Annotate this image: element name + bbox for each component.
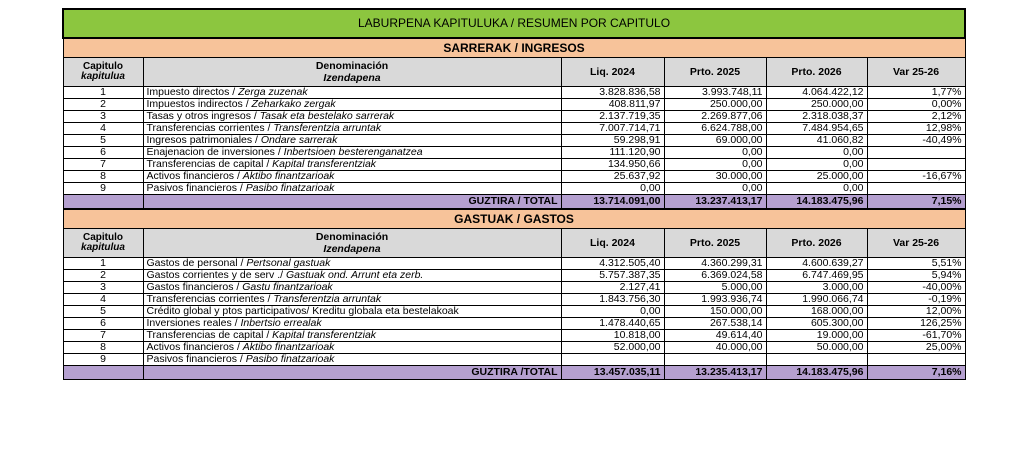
table-row bbox=[63, 159, 965, 171]
cell-denominacion bbox=[143, 270, 561, 282]
denominacion-eu: Gastu finantzarioak bbox=[242, 281, 333, 293]
cell-capitulo: 9 bbox=[63, 354, 143, 366]
cell-prto-2025: 267.538,14 bbox=[664, 318, 766, 330]
cell-prto-2025: 40.000,00 bbox=[664, 342, 766, 354]
gastos-total-row bbox=[63, 366, 965, 380]
cell-var-25-26 bbox=[867, 159, 965, 171]
denominacion-es: Gastos de personal / bbox=[146, 257, 247, 269]
cell-denominacion bbox=[143, 306, 561, 318]
table-row bbox=[63, 135, 965, 147]
ingresos-band bbox=[63, 38, 965, 58]
cell-denominacion bbox=[143, 147, 561, 159]
cell-liq-2024: 4.312.505,40 bbox=[561, 258, 664, 270]
column-header-var-25-26-text: Var 25-26 bbox=[892, 236, 940, 249]
cell-var-25-26: 2,12% bbox=[867, 111, 965, 123]
cell-liq-2024 bbox=[561, 354, 664, 366]
denominacion-es: Transferencias de capital / bbox=[146, 329, 273, 341]
cell-denominacion bbox=[143, 87, 561, 99]
total-label: GUZTIRA / TOTAL bbox=[143, 195, 561, 210]
column-header-capitulo bbox=[63, 58, 143, 87]
cell-denominacion bbox=[143, 159, 561, 171]
denominacion-eu: Aktibo finantzarioak bbox=[242, 341, 335, 353]
total-liq-2024: 13.714.091,00 bbox=[561, 195, 664, 210]
table-row bbox=[63, 330, 965, 342]
cell-capitulo: 3 bbox=[63, 111, 143, 123]
cell-prto-2025: 1.993.936,74 bbox=[664, 294, 766, 306]
column-header-liq-2024 bbox=[561, 229, 664, 258]
table-row bbox=[63, 99, 965, 111]
cell-prto-2025: 5.000,00 bbox=[664, 282, 766, 294]
cell-prto-2026: 3.000,00 bbox=[766, 282, 867, 294]
capitulo-label: Capitulo bbox=[83, 61, 123, 72]
cell-capitulo: 1 bbox=[63, 258, 143, 270]
cell-var-25-26: -61,70% bbox=[867, 330, 965, 342]
denominacion-eu: Inbertsio errealak bbox=[240, 317, 322, 329]
cell-var-25-26: 0,00% bbox=[867, 99, 965, 111]
denominacion-es: Pasivos financieros / bbox=[146, 182, 246, 194]
table-row bbox=[63, 171, 965, 183]
cell-var-25-26: 5,51% bbox=[867, 258, 965, 270]
table-row bbox=[63, 87, 965, 99]
cell-capitulo: 9 bbox=[63, 183, 143, 195]
cell-prto-2025: 0,00 bbox=[664, 183, 766, 195]
denominacion-es: Transferencias corrientes / bbox=[146, 293, 274, 305]
denominacion-es: Impuesto directos / bbox=[146, 86, 239, 98]
cell-capitulo: 4 bbox=[63, 294, 143, 306]
table-row bbox=[63, 306, 965, 318]
cell-prto-2025 bbox=[664, 354, 766, 366]
denominacion-es: Transferencias corrientes / bbox=[146, 122, 274, 134]
column-header-prto-2026 bbox=[766, 229, 867, 258]
column-header-prto-2026 bbox=[766, 58, 867, 87]
total-label: GUZTIRA /TOTAL bbox=[143, 366, 561, 380]
cell-prto-2026: 168.000,00 bbox=[766, 306, 867, 318]
cell-var-25-26: -40,00% bbox=[867, 282, 965, 294]
cell-liq-2024: 10.818,00 bbox=[561, 330, 664, 342]
denominacion-es: Tasas y otros ingresos / bbox=[146, 110, 260, 122]
cell-capitulo: 2 bbox=[63, 270, 143, 282]
ingresos-band-row bbox=[63, 38, 965, 58]
denominacion-eu: Transferentzia arruntak bbox=[273, 122, 382, 134]
izendapena-label: Izendapena bbox=[323, 72, 381, 84]
column-header-denominacion bbox=[143, 58, 561, 87]
denominacion-es: Ingresos patrimoniales / bbox=[146, 134, 261, 146]
denominacion-es: Activos financieros / bbox=[146, 341, 243, 353]
cell-var-25-26: -0,19% bbox=[867, 294, 965, 306]
denominacion-eu: Pertsonal gastuak bbox=[246, 257, 331, 269]
cell-capitulo: 5 bbox=[63, 306, 143, 318]
denominacion-label: Denominación bbox=[315, 231, 389, 243]
column-header-prto-2026-text: Prto. 2026 bbox=[791, 65, 842, 78]
table-row bbox=[63, 111, 965, 123]
table-row bbox=[63, 147, 965, 159]
cell-prto-2025: 69.000,00 bbox=[664, 135, 766, 147]
cell-denominacion bbox=[143, 183, 561, 195]
denominacion-eu: Tasak eta bestelako sarrerak bbox=[259, 110, 395, 122]
column-header-liq-2024 bbox=[561, 58, 664, 87]
table-row bbox=[63, 354, 965, 366]
column-header-prto-2025-text: Prto. 2025 bbox=[689, 236, 741, 249]
cell-denominacion bbox=[143, 294, 561, 306]
cell-denominacion bbox=[143, 354, 561, 366]
cell-prto-2026: 6.747.469,95 bbox=[766, 270, 867, 282]
cell-denominacion bbox=[143, 342, 561, 354]
cell-prto-2025: 49.614,40 bbox=[664, 330, 766, 342]
cell-prto-2025: 0,00 bbox=[664, 147, 766, 159]
table-row bbox=[63, 123, 965, 135]
table-row bbox=[63, 258, 965, 270]
total-liq-2024: 13.457.035,11 bbox=[561, 366, 664, 380]
cell-liq-2024: 7.007.714,71 bbox=[561, 123, 664, 135]
cell-var-25-26: -16,67% bbox=[867, 171, 965, 183]
cell-var-25-26: 12,98% bbox=[867, 123, 965, 135]
cell-prto-2026: 4.064.422,12 bbox=[766, 87, 867, 99]
total-var-25-26: 7,16% bbox=[867, 366, 965, 380]
cell-denominacion bbox=[143, 258, 561, 270]
cell-liq-2024: 0,00 bbox=[561, 183, 664, 195]
total-blank-cell bbox=[63, 195, 143, 210]
cell-prto-2025: 30.000,00 bbox=[664, 171, 766, 183]
denominacion-eu: Aktibo finantzarioak bbox=[242, 170, 335, 182]
cell-prto-2025: 3.993.748,11 bbox=[664, 87, 766, 99]
cell-capitulo: 2 bbox=[63, 99, 143, 111]
cell-var-25-26: 1,77% bbox=[867, 87, 965, 99]
column-header-denominacion bbox=[143, 229, 561, 258]
denominacion-es: Gastos financieros / bbox=[146, 281, 243, 293]
cell-var-25-26: -40,49% bbox=[867, 135, 965, 147]
column-header-liq-2024-text: Liq. 2024 bbox=[590, 236, 635, 249]
page-title-text: LABURPENA KAPITULUKA / RESUMEN POR CAPITULO bbox=[357, 16, 671, 30]
cell-denominacion bbox=[143, 318, 561, 330]
cell-liq-2024: 59.298,91 bbox=[561, 135, 664, 147]
table-row bbox=[63, 183, 965, 195]
denominacion-eu: Kapital transferentziak bbox=[272, 329, 377, 341]
total-prto-2025: 13.237.413,17 bbox=[664, 195, 766, 210]
ingresos-band-label: SARRERAK / INGRESOS bbox=[443, 40, 585, 55]
total-var-25-26: 7,15% bbox=[867, 195, 965, 210]
table-row bbox=[63, 270, 965, 282]
cell-denominacion bbox=[143, 135, 561, 147]
cell-capitulo: 3 bbox=[63, 282, 143, 294]
denominacion-es: Impuestos indirectos / bbox=[146, 98, 252, 110]
cell-capitulo: 4 bbox=[63, 123, 143, 135]
cell-prto-2026: 0,00 bbox=[766, 183, 867, 195]
cell-liq-2024: 134.950,66 bbox=[561, 159, 664, 171]
cell-liq-2024: 52.000,00 bbox=[561, 342, 664, 354]
page-title bbox=[63, 9, 965, 38]
cell-liq-2024: 0,00 bbox=[561, 306, 664, 318]
column-header-var-25-26-text: Var 25-26 bbox=[892, 65, 940, 78]
table-row bbox=[63, 282, 965, 294]
cell-liq-2024: 111.120,90 bbox=[561, 147, 664, 159]
denominacion-es: Enajenacion de inversiones / bbox=[146, 146, 284, 158]
denominacion-es: Inversiones reales / bbox=[146, 317, 241, 329]
cell-prto-2026: 1.990.066,74 bbox=[766, 294, 867, 306]
cell-prto-2026 bbox=[766, 354, 867, 366]
cell-denominacion bbox=[143, 171, 561, 183]
capitulo-label: Capitulo bbox=[83, 232, 123, 243]
cell-var-25-26: 25,00% bbox=[867, 342, 965, 354]
column-header-prto-2026-text: Prto. 2026 bbox=[791, 236, 842, 249]
column-header-prto-2025 bbox=[664, 229, 766, 258]
cell-prto-2025: 6.624.788,00 bbox=[664, 123, 766, 135]
total-prto-2025: 13.235.413,17 bbox=[664, 366, 766, 380]
denominacion-eu: Zerga zuzenak bbox=[238, 86, 308, 98]
cell-prto-2026: 0,00 bbox=[766, 147, 867, 159]
cell-prto-2026: 0,00 bbox=[766, 159, 867, 171]
denominacion-eu: Pasibo finatzarioak bbox=[245, 182, 335, 194]
denominacion-eu: Inbertsioen besterenganatzea bbox=[283, 146, 423, 158]
cell-prto-2026: 25.000,00 bbox=[766, 171, 867, 183]
cell-capitulo: 6 bbox=[63, 318, 143, 330]
cell-prto-2025: 250.000,00 bbox=[664, 99, 766, 111]
cell-capitulo: 8 bbox=[63, 342, 143, 354]
column-header-var-25-26 bbox=[867, 229, 965, 258]
total-prto-2026: 14.183.475,96 bbox=[766, 366, 867, 380]
column-header-prto-2025-text: Prto. 2025 bbox=[689, 65, 741, 78]
cell-prto-2026: 4.600.639,27 bbox=[766, 258, 867, 270]
kapitulua-label: kapitulua bbox=[81, 242, 125, 253]
denominacion-eu: Transferentzia arruntak bbox=[273, 293, 382, 305]
denominacion-eu: Pasibo finatzarioak bbox=[245, 353, 335, 365]
cell-prto-2026: 7.484.954,65 bbox=[766, 123, 867, 135]
cell-var-25-26 bbox=[867, 147, 965, 159]
cell-capitulo: 7 bbox=[63, 330, 143, 342]
cell-var-25-26: 12,00% bbox=[867, 306, 965, 318]
ingresos-header-row bbox=[63, 58, 965, 87]
summary-table bbox=[62, 8, 966, 380]
gastos-header-row bbox=[63, 229, 965, 258]
total-prto-2026: 14.183.475,96 bbox=[766, 195, 867, 210]
cell-denominacion bbox=[143, 111, 561, 123]
cell-prto-2026: 2.318.038,37 bbox=[766, 111, 867, 123]
cell-denominacion bbox=[143, 123, 561, 135]
cell-prto-2026: 41.060,82 bbox=[766, 135, 867, 147]
cell-liq-2024: 1.843.756,30 bbox=[561, 294, 664, 306]
gastos-band-label: GASTUAK / GASTOS bbox=[454, 211, 574, 226]
table-row bbox=[63, 294, 965, 306]
table-row bbox=[63, 342, 965, 354]
denominacion-es: Activos financieros / bbox=[146, 170, 243, 182]
column-header-capitulo bbox=[63, 229, 143, 258]
gastos-band bbox=[63, 209, 965, 229]
cell-prto-2026: 605.300,00 bbox=[766, 318, 867, 330]
gastos-band-row bbox=[63, 209, 965, 229]
cell-liq-2024: 2.127,41 bbox=[561, 282, 664, 294]
izendapena-label: Izendapena bbox=[323, 243, 381, 255]
cell-var-25-26: 126,25% bbox=[867, 318, 965, 330]
cell-prto-2025: 150.000,00 bbox=[664, 306, 766, 318]
cell-prto-2025: 0,00 bbox=[664, 159, 766, 171]
cell-liq-2024: 5.757.387,35 bbox=[561, 270, 664, 282]
cell-liq-2024: 408.811,97 bbox=[561, 99, 664, 111]
denominacion-es: Crédito global y ptos participativos/ Kreditu globala eta bestelakoak bbox=[146, 305, 459, 317]
denominacion-label: Denominación bbox=[315, 60, 389, 72]
denominacion-eu: Gastuak ond. Arrunt eta zerb. bbox=[285, 269, 424, 281]
cell-liq-2024: 3.828.836,58 bbox=[561, 87, 664, 99]
column-header-prto-2025 bbox=[664, 58, 766, 87]
cell-var-25-26 bbox=[867, 183, 965, 195]
cell-denominacion bbox=[143, 330, 561, 342]
ingresos-total-row bbox=[63, 195, 965, 210]
column-header-liq-2024-text: Liq. 2024 bbox=[590, 65, 635, 78]
cell-capitulo: 5 bbox=[63, 135, 143, 147]
denominacion-eu: Zeharkako zergak bbox=[251, 98, 336, 110]
denominacion-es: Gastos corrientes y de serv ./ bbox=[146, 269, 286, 281]
cell-prto-2025: 4.360.299,31 bbox=[664, 258, 766, 270]
cell-capitulo: 7 bbox=[63, 159, 143, 171]
denominacion-eu: Ondare sarrerak bbox=[260, 134, 338, 146]
total-blank-cell bbox=[63, 366, 143, 380]
cell-capitulo: 1 bbox=[63, 87, 143, 99]
kapitulua-label: kapitulua bbox=[81, 71, 125, 82]
cell-prto-2026: 50.000,00 bbox=[766, 342, 867, 354]
cell-prto-2026: 250.000,00 bbox=[766, 99, 867, 111]
denominacion-es: Pasivos financieros / bbox=[146, 353, 246, 365]
summary-table-body bbox=[63, 9, 965, 380]
cell-var-25-26 bbox=[867, 354, 965, 366]
cell-capitulo: 8 bbox=[63, 171, 143, 183]
cell-denominacion bbox=[143, 282, 561, 294]
column-header-var-25-26 bbox=[867, 58, 965, 87]
denominacion-eu: Kapital transferentziak bbox=[272, 158, 377, 170]
cell-liq-2024: 25.637,92 bbox=[561, 171, 664, 183]
cell-capitulo: 6 bbox=[63, 147, 143, 159]
cell-prto-2025: 2.269.877,06 bbox=[664, 111, 766, 123]
summary-table-wrapper bbox=[62, 8, 964, 380]
cell-prto-2025: 6.369.024,58 bbox=[664, 270, 766, 282]
cell-liq-2024: 2.137.719,35 bbox=[561, 111, 664, 123]
denominacion-es: Transferencias de capital / bbox=[146, 158, 273, 170]
cell-liq-2024: 1.478.440,65 bbox=[561, 318, 664, 330]
table-row bbox=[63, 318, 965, 330]
cell-denominacion bbox=[143, 99, 561, 111]
cell-var-25-26: 5,94% bbox=[867, 270, 965, 282]
cell-prto-2026: 19.000,00 bbox=[766, 330, 867, 342]
